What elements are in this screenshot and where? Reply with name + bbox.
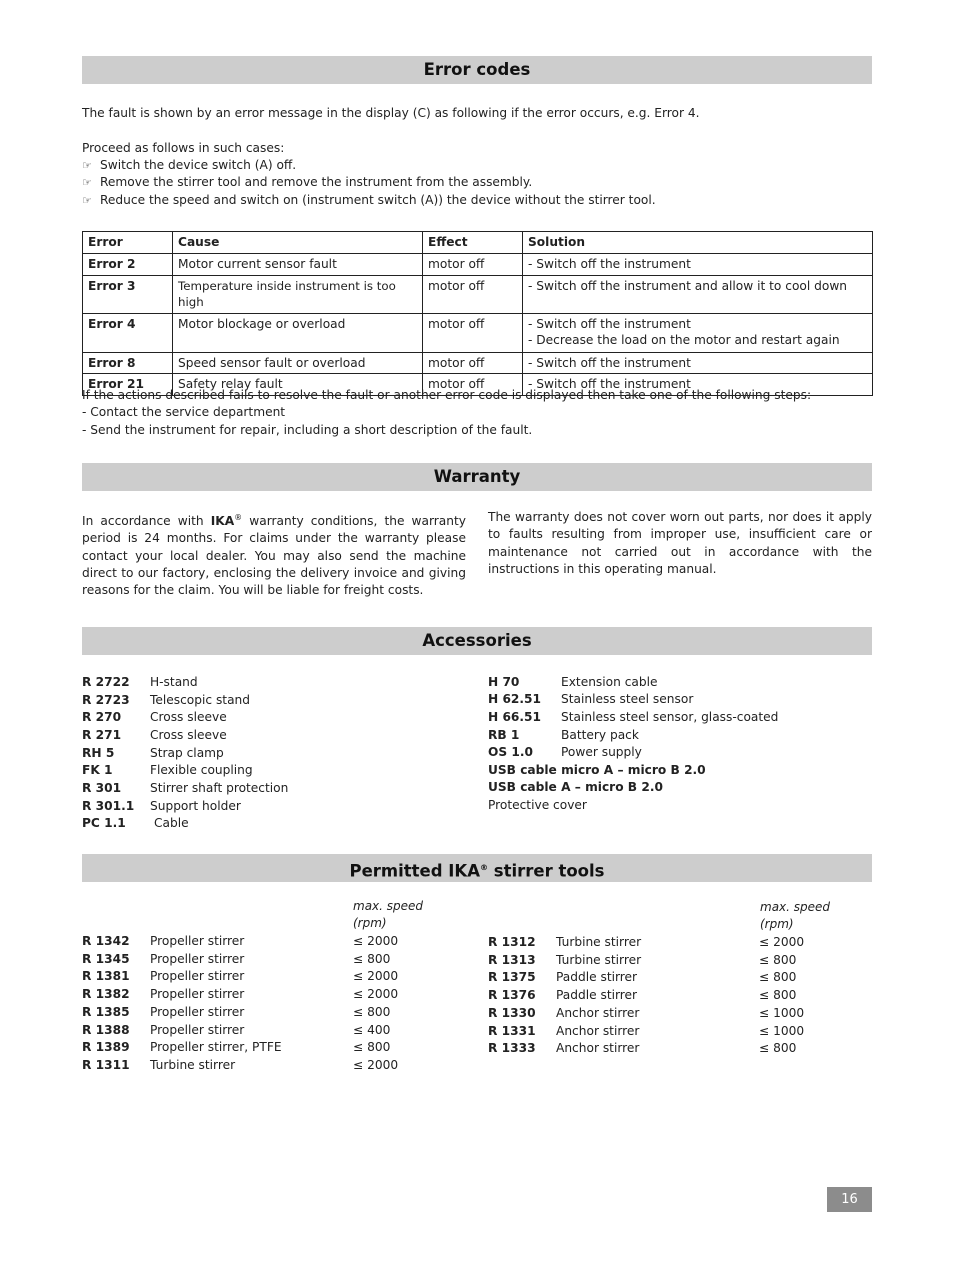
- tool-name: Turbine stirrer: [150, 1057, 236, 1072]
- warranty-left-text: In accordance with IKA® warranty conditions, the warranty period is 24 months. For claims under the warranty please contact your local dealer. You may also send the machine direct to our factory, enclosing the delivery invoice and giving reasons for the claim. You will be liable for freight costs.: [82, 513, 466, 598]
- error-code: Error 2: [83, 254, 173, 276]
- section-header-warranty: Warranty: [82, 463, 872, 491]
- brand-name: IKA: [210, 514, 235, 529]
- page-number: 16: [827, 1187, 872, 1212]
- after-table-text: If the actions described fails to resolve the fault or another error code is displayed then take one of the following steps:: [82, 388, 812, 402]
- tool-name: Propeller stirrer: [150, 934, 245, 948]
- tool-code: R 1376: [488, 988, 536, 1003]
- list-item: USB cable A – micro B 2.0: [488, 780, 663, 794]
- table-header: Cause: [173, 232, 423, 254]
- proceed-label: Proceed as follows in such cases:: [82, 141, 285, 155]
- tool-max-speed: ≤ 800: [759, 952, 797, 967]
- table-row: [83, 275, 873, 313]
- tool-name: Paddle stirrer: [556, 988, 638, 1003]
- error-code: Error 8: [83, 352, 173, 374]
- tool-max-speed: ≤ 800: [759, 970, 797, 985]
- error-solution: - Switch off the instrument: [523, 374, 873, 396]
- table-header: Solution: [523, 232, 873, 254]
- proceed-step: ☞ Remove the stirrer tool and remove the instrument from the assembly.: [82, 175, 533, 189]
- tool-code: R 1331: [488, 1023, 536, 1038]
- tool-max-speed: ≤ 800: [759, 988, 797, 1003]
- tool-code: R 1312: [488, 935, 536, 949]
- tool-code: R 1342: [82, 934, 130, 948]
- after-table-step: - Contact the service department: [82, 405, 286, 419]
- pointing-hand-icon: ☞: [82, 159, 92, 172]
- error-solution: - Switch off the instrument: [523, 352, 873, 374]
- list-item: Protective cover: [488, 798, 587, 812]
- section-header-error-codes: Error codes: [82, 56, 872, 84]
- error-effect: motor off: [423, 275, 523, 313]
- error-cause: Safety relay fault: [173, 374, 423, 396]
- table-header: Effect: [423, 232, 523, 254]
- tool-code: R 1381: [82, 969, 130, 984]
- error-solution: - Switch off the instrument and allow it to cool down: [523, 275, 873, 313]
- warranty-right-text: The warranty does not cover worn out parts, nor does it apply to faults resulting from improper use, insufficient care or maintenance not carried out in accordance with the instructions in this operating manual.: [488, 510, 872, 576]
- table-row: [83, 352, 873, 374]
- tool-name: Propeller stirrer, PTFE: [150, 1040, 282, 1055]
- tool-code: R 1313: [488, 952, 536, 967]
- error-solution: [523, 313, 873, 352]
- error-intro: The fault is shown by an error message in the display (C) as following if the error occurs, e.g. Error 4.: [82, 106, 700, 120]
- section-header-accessories: Accessories: [82, 627, 872, 655]
- error-solution: - Switch off the instrument: [523, 254, 873, 276]
- table-row: [83, 313, 873, 352]
- tool-name: Turbine stirrer: [556, 935, 642, 949]
- table-header: Error: [83, 232, 173, 254]
- tool-name: Anchor stirrer: [556, 1023, 640, 1038]
- pointing-hand-icon: ☞: [82, 176, 92, 189]
- after-table-step: - Send the instrument for repair, including a short description of the fault.: [82, 423, 533, 437]
- error-cause: Temperature inside instrument is too high: [173, 275, 423, 313]
- tool-code: R 1382: [82, 987, 130, 1002]
- tool-max-speed: ≤ 1000: [759, 1005, 805, 1020]
- tool-code: R 1345: [82, 951, 130, 966]
- tool-max-speed: ≤ 800: [353, 1040, 391, 1055]
- error-cause: Motor current sensor fault: [173, 254, 423, 276]
- error-effect: motor off: [423, 374, 523, 396]
- tool-code: R 1375: [488, 970, 536, 985]
- tool-name: Turbine stirrer: [556, 952, 642, 967]
- proceed-step: ☞ Switch the device switch (A) off.: [82, 158, 297, 172]
- tool-max-speed: ≤ 2000: [353, 969, 399, 984]
- tool-code: R 1388: [82, 1022, 130, 1037]
- tool-max-speed: ≤ 2000: [759, 935, 805, 949]
- tool-max-speed: ≤ 2000: [353, 987, 399, 1002]
- tool-code: R 1311: [82, 1057, 130, 1072]
- tool-max-speed: ≤ 800: [353, 1004, 391, 1019]
- error-cause: Speed sensor fault or overload: [173, 352, 423, 374]
- tool-name: Propeller stirrer: [150, 987, 245, 1002]
- error-effect: motor off: [423, 352, 523, 374]
- tool-name: Propeller stirrer: [150, 951, 245, 966]
- tool-name: Propeller stirrer: [150, 1004, 245, 1019]
- tool-code: R 1333: [488, 1041, 536, 1056]
- solution-line: - Decrease the load on the motor and restart again: [528, 333, 840, 347]
- tool-name: Paddle stirrer: [556, 970, 638, 985]
- error-cause: Motor blockage or overload: [173, 313, 423, 352]
- solution-line: - Switch off the instrument: [528, 316, 691, 331]
- tool-max-speed: ≤ 2000: [353, 934, 399, 948]
- tool-max-speed: ≤ 2000: [353, 1057, 399, 1072]
- tool-max-speed: ≤ 800: [759, 1041, 797, 1056]
- table-header-row: [83, 232, 873, 254]
- error-code: Error 4: [83, 313, 173, 352]
- tool-name: Anchor stirrer: [556, 1005, 640, 1020]
- tool-max-speed: ≤ 1000: [759, 1023, 805, 1038]
- speed-column-header: max. speed (rpm): [760, 900, 831, 931]
- speed-column-header: max. speed (rpm): [353, 899, 424, 930]
- tool-max-speed: ≤ 800: [353, 951, 391, 966]
- table-row: [83, 254, 873, 276]
- proceed-step: ☞ Reduce the speed and switch on (instrument switch (A)) the device without the stirrer tool.: [82, 193, 656, 207]
- tool-name: Propeller stirrer: [150, 969, 245, 984]
- section-header-stirrer-tools: Permitted IKA® stirrer tools: [82, 854, 872, 882]
- tool-name: Propeller stirrer: [150, 1022, 245, 1037]
- tool-max-speed: ≤ 400: [353, 1022, 391, 1037]
- tool-code: R 1385: [82, 1004, 130, 1019]
- error-code: Error 3: [83, 275, 173, 313]
- tool-code: R 1330: [488, 1005, 536, 1020]
- pointing-hand-icon: ☞: [82, 194, 92, 207]
- list-item: USB cable micro A – micro B 2.0: [488, 763, 706, 777]
- tool-code: R 1389: [82, 1040, 130, 1055]
- error-effect: motor off: [423, 254, 523, 276]
- error-table: [82, 231, 873, 396]
- tool-name: Anchor stirrer: [556, 1041, 640, 1056]
- error-effect: motor off: [423, 313, 523, 352]
- error-code: Error 21: [83, 374, 173, 396]
